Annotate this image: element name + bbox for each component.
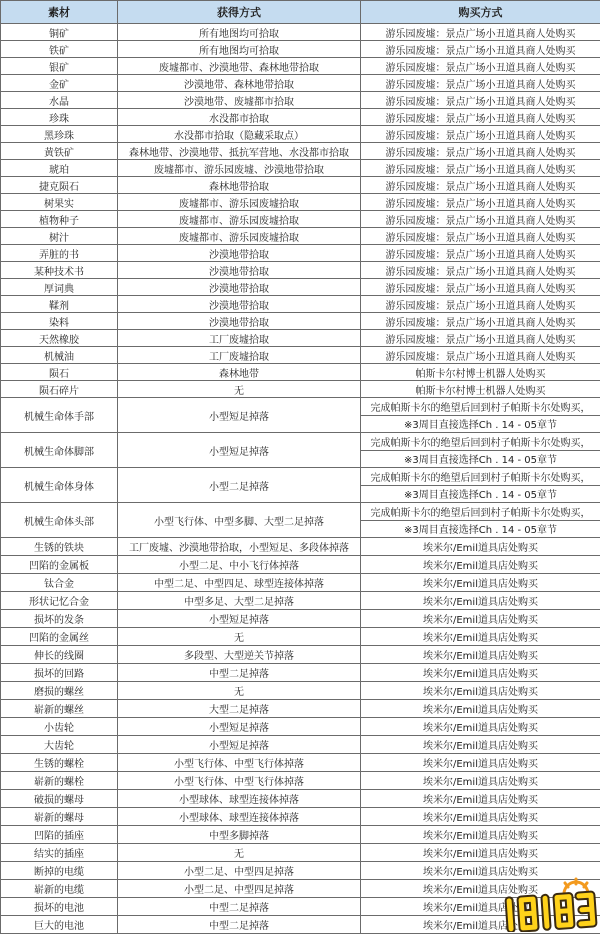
material-cell: 铜矿 [1, 24, 118, 41]
purchase-note-cell: ※3周目直接选择Ch . 14 - 05章节 [361, 415, 600, 433]
obtain-cell: 小型短足掉落 [118, 718, 361, 736]
obtain-cell: 森林地带 [118, 364, 361, 381]
material-cell: 厚词典 [1, 279, 118, 296]
header-obtain-method: 获得方式 [118, 1, 361, 24]
obtain-cell: 废墟都市、游乐园废墟拾取 [118, 228, 361, 245]
obtain-cell: 小型球体、球型连接体掉落 [118, 808, 361, 826]
obtain-cell: 中型二足、中型四足、球型连接体掉落 [118, 574, 361, 592]
purchase-cell: 帕斯卡尔村博士机器人处购买 [361, 381, 600, 398]
purchase-cell: 游乐园废墟：景点广场小丑道具商人处购买 [361, 211, 600, 228]
obtain-cell: 小型飞行体、中型飞行体掉落 [118, 772, 361, 790]
material-cell: 陨石碎片 [1, 381, 118, 398]
purchase-cell: 完成帕斯卡尔的绝望后回到村子帕斯卡尔处购买， [361, 433, 600, 451]
purchase-cell: 埃米尔/Emil道具店处购买 [361, 844, 600, 862]
purchase-cell: 埃米尔/Emil道具店处购买 [361, 592, 600, 610]
material-cell: 大齿轮 [1, 736, 118, 754]
purchase-cell: 埃米尔/Emil道具店处购买 [361, 664, 600, 682]
material-cell: 凹陷的金属板 [1, 556, 118, 574]
obtain-cell: 多段型、大型逆关节掉落 [118, 646, 361, 664]
material-cell: 机械生命体手部 [1, 398, 118, 433]
table-row [1, 844, 600, 862]
obtain-cell: 森林地带、沙漠地带、抵抗军营地、水没都市拾取 [118, 143, 361, 160]
header-material: 素材 [1, 1, 118, 24]
material-cell: 银矿 [1, 58, 118, 75]
obtain-cell: 沙漠地带拾取 [118, 262, 361, 279]
purchase-cell: 埃米尔/Emil道具店处购买 [361, 862, 600, 880]
obtain-cell: 中型多脚掉落 [118, 826, 361, 844]
table-row [1, 24, 600, 41]
obtain-cell: 废墟都市、游乐园废墟拾取 [118, 194, 361, 211]
table-row [1, 92, 600, 109]
purchase-cell: 游乐园废墟：景点广场小丑道具商人处购买 [361, 177, 600, 194]
obtain-cell: 中型二足掉落 [118, 916, 361, 934]
obtain-cell: 沙漠地带拾取 [118, 245, 361, 262]
purchase-cell: 埃米尔/Emil道具店处购买 [361, 916, 600, 934]
obtain-cell: 废墟都市、游乐园废墟拾取 [118, 211, 361, 228]
material-cell: 破损的螺母 [1, 790, 118, 808]
material-cell: 小齿轮 [1, 718, 118, 736]
purchase-cell: 游乐园废墟：景点广场小丑道具商人处购买 [361, 245, 600, 262]
table-row [1, 664, 600, 682]
table-row [1, 330, 600, 347]
obtain-cell: 沙漠地带、废墟都市拾取 [118, 92, 361, 109]
purchase-cell: 帕斯卡尔村博士机器人处购买 [361, 364, 600, 381]
obtain-cell: 无 [118, 844, 361, 862]
table-row [1, 433, 600, 451]
obtain-cell: 小型短足掉落 [118, 610, 361, 628]
obtain-cell: 森林地带拾取 [118, 177, 361, 194]
material-cell: 损坏的电池 [1, 898, 118, 916]
purchase-cell: 游乐园废墟：景点广场小丑道具商人处购买 [361, 194, 600, 211]
obtain-cell: 无 [118, 628, 361, 646]
material-cell: 生锈的铁块 [1, 538, 118, 556]
material-cell: 结实的插座 [1, 844, 118, 862]
obtain-cell: 小型二足掉落 [118, 468, 361, 503]
purchase-cell: 埃米尔/Emil道具店处购买 [361, 574, 600, 592]
obtain-cell: 所有地图均可拾取 [118, 41, 361, 58]
table-row [1, 772, 600, 790]
purchase-cell: 埃米尔/Emil道具店处购买 [361, 736, 600, 754]
table-row [1, 126, 600, 143]
obtain-cell: 小型短足掉落 [118, 433, 361, 468]
table-row [1, 347, 600, 364]
material-cell: 凹陷的金属丝 [1, 628, 118, 646]
table-row [1, 143, 600, 160]
obtain-cell: 所有地图均可拾取 [118, 24, 361, 41]
table-row [1, 503, 600, 521]
purchase-cell: 埃米尔/Emil道具店处购买 [361, 646, 600, 664]
purchase-note-cell: ※3周目直接选择Ch . 14 - 05章节 [361, 485, 600, 503]
obtain-cell: 小型飞行体、中型飞行体掉落 [118, 754, 361, 772]
purchase-cell: 游乐园废墟：景点广场小丑道具商人处购买 [361, 24, 600, 41]
material-cell: 伸长的线圈 [1, 646, 118, 664]
material-cell: 机械生命体脚部 [1, 433, 118, 468]
obtain-cell: 沙漠地带拾取 [118, 313, 361, 330]
purchase-cell: 游乐园废墟：景点广场小丑道具商人处购买 [361, 330, 600, 347]
purchase-cell: 游乐园废墟：景点广场小丑道具商人处购买 [361, 75, 600, 92]
material-cell: 某种技术书 [1, 262, 118, 279]
purchase-cell: 游乐园废墟：景点广场小丑道具商人处购买 [361, 279, 600, 296]
table-row [1, 538, 600, 556]
obtain-cell: 工厂废墟拾取 [118, 330, 361, 347]
table-row [1, 262, 600, 279]
purchase-cell: 埃米尔/Emil道具店处购买 [361, 538, 600, 556]
table-row [1, 398, 600, 416]
material-cell: 崭新的螺栓 [1, 772, 118, 790]
purchase-cell: 埃米尔/Emil道具店处购买 [361, 700, 600, 718]
material-cell: 损坏的回路 [1, 664, 118, 682]
purchase-cell: 完成帕斯卡尔的绝望后回到村子帕斯卡尔处购买， [361, 468, 600, 486]
table-row [1, 211, 600, 228]
material-cell: 黑珍珠 [1, 126, 118, 143]
table-row [1, 808, 600, 826]
table-row [1, 646, 600, 664]
purchase-cell: 游乐园废墟：景点广场小丑道具商人处购买 [361, 296, 600, 313]
purchase-note-cell: ※3周目直接选择Ch . 14 - 05章节 [361, 450, 600, 468]
material-cell: 弄脏的书 [1, 245, 118, 262]
purchase-cell: 埃米尔/Emil道具店处购买 [361, 880, 600, 898]
table-row [1, 916, 600, 934]
obtain-cell: 废墟都市、沙漠地带、森林地带拾取 [118, 58, 361, 75]
obtain-cell: 废墟都市、游乐园废墟、沙漠地带拾取 [118, 160, 361, 177]
obtain-cell: 水没都市拾取 [118, 109, 361, 126]
table-row [1, 160, 600, 177]
purchase-cell: 埃米尔/Emil道具店处购买 [361, 808, 600, 826]
material-cell: 水晶 [1, 92, 118, 109]
purchase-cell: 埃米尔/Emil道具店处购买 [361, 790, 600, 808]
table-row [1, 313, 600, 330]
table-row [1, 628, 600, 646]
table-row [1, 296, 600, 313]
table-row [1, 75, 600, 92]
purchase-cell: 游乐园废墟：景点广场小丑道具商人处购买 [361, 41, 600, 58]
material-cell: 损坏的发条 [1, 610, 118, 628]
table-row [1, 177, 600, 194]
purchase-cell: 游乐园废墟：景点广场小丑道具商人处购买 [361, 347, 600, 364]
material-cell: 形状记忆合金 [1, 592, 118, 610]
purchase-cell: 埃米尔/Emil道具店处购买 [361, 826, 600, 844]
purchase-cell: 完成帕斯卡尔的绝望后回到村子帕斯卡尔处购买， [361, 398, 600, 416]
obtain-cell: 无 [118, 682, 361, 700]
purchase-cell: 游乐园废墟：景点广场小丑道具商人处购买 [361, 126, 600, 143]
obtain-cell: 无 [118, 381, 361, 398]
purchase-cell: 游乐园废墟：景点广场小丑道具商人处购买 [361, 92, 600, 109]
table-row [1, 574, 600, 592]
material-cell: 断掉的电缆 [1, 862, 118, 880]
obtain-cell: 沙漠地带拾取 [118, 279, 361, 296]
obtain-cell: 中型二足掉落 [118, 664, 361, 682]
purchase-cell: 游乐园废墟：景点广场小丑道具商人处购买 [361, 109, 600, 126]
purchase-cell: 游乐园废墟：景点广场小丑道具商人处购买 [361, 313, 600, 330]
material-cell: 崭新的螺丝 [1, 700, 118, 718]
obtain-cell: 小型二足、中小飞行体掉落 [118, 556, 361, 574]
obtain-cell: 中型二足掉落 [118, 898, 361, 916]
material-cell: 崭新的电缆 [1, 880, 118, 898]
purchase-note-cell: ※3周目直接选择Ch . 14 - 05章节 [361, 520, 600, 538]
material-cell: 金矿 [1, 75, 118, 92]
table-row [1, 610, 600, 628]
material-cell: 机械生命体身体 [1, 468, 118, 503]
table-row [1, 592, 600, 610]
obtain-cell: 小型飞行体、中型多脚、大型二足掉落 [118, 503, 361, 538]
table-row [1, 862, 600, 880]
table-row [1, 556, 600, 574]
material-cell: 机械油 [1, 347, 118, 364]
material-cell: 珍珠 [1, 109, 118, 126]
purchase-cell: 埃米尔/Emil道具店处购买 [361, 556, 600, 574]
table-row [1, 381, 600, 398]
table-row [1, 718, 600, 736]
material-cell: 生锈的螺栓 [1, 754, 118, 772]
obtain-cell: 沙漠地带拾取 [118, 296, 361, 313]
header-row [1, 1, 600, 24]
obtain-cell: 小型短足掉落 [118, 736, 361, 754]
material-cell: 天然橡胶 [1, 330, 118, 347]
obtain-cell: 大型二足掉落 [118, 700, 361, 718]
purchase-cell: 游乐园废墟：景点广场小丑道具商人处购买 [361, 262, 600, 279]
table-row [1, 880, 600, 898]
material-cell: 树果实 [1, 194, 118, 211]
purchase-cell: 埃米尔/Emil道具店处购买 [361, 682, 600, 700]
obtain-cell: 工厂废墟、沙漠地带拾取，小型短足、多段体掉落 [118, 538, 361, 556]
material-cell: 植物种子 [1, 211, 118, 228]
purchase-cell: 游乐园废墟：景点广场小丑道具商人处购买 [361, 143, 600, 160]
table-row [1, 245, 600, 262]
material-cell: 机械生命体头部 [1, 503, 118, 538]
purchase-cell: 埃米尔/Emil道具店处购买 [361, 772, 600, 790]
table-row [1, 826, 600, 844]
obtain-cell: 沙漠地带、森林地带拾取 [118, 75, 361, 92]
purchase-cell: 埃米尔/Emil道具店处购买 [361, 898, 600, 916]
obtain-cell: 小型短足掉落 [118, 398, 361, 433]
material-cell: 鞣剂 [1, 296, 118, 313]
table-row [1, 228, 600, 245]
table-row [1, 898, 600, 916]
table-row [1, 364, 600, 381]
purchase-cell: 游乐园废墟：景点广场小丑道具商人处购买 [361, 160, 600, 177]
material-cell: 巨大的电池 [1, 916, 118, 934]
material-cell: 捷克陨石 [1, 177, 118, 194]
material-cell: 琥珀 [1, 160, 118, 177]
purchase-cell: 埃米尔/Emil道具店处购买 [361, 628, 600, 646]
table-row [1, 58, 600, 75]
material-cell: 树汁 [1, 228, 118, 245]
obtain-cell: 水没都市拾取（隐藏采取点） [118, 126, 361, 143]
purchase-cell: 埃米尔/Emil道具店处购买 [361, 718, 600, 736]
table-row [1, 194, 600, 211]
material-cell: 钛合金 [1, 574, 118, 592]
purchase-cell: 埃米尔/Emil道具店处购买 [361, 610, 600, 628]
obtain-cell: 中型多足、大型二足掉落 [118, 592, 361, 610]
material-cell: 染料 [1, 313, 118, 330]
material-cell: 崭新的螺母 [1, 808, 118, 826]
table-row [1, 736, 600, 754]
obtain-cell: 小型二足、中型四足掉落 [118, 880, 361, 898]
purchase-cell: 游乐园废墟：景点广场小丑道具商人处购买 [361, 228, 600, 245]
table-row [1, 682, 600, 700]
table-row [1, 41, 600, 58]
table-row [1, 279, 600, 296]
purchase-cell: 埃米尔/Emil道具店处购买 [361, 754, 600, 772]
table-row [1, 790, 600, 808]
table-row [1, 700, 600, 718]
obtain-cell: 小型二足、中型四足掉落 [118, 862, 361, 880]
purchase-cell: 完成帕斯卡尔的绝望后回到村子帕斯卡尔处购买， [361, 503, 600, 521]
purchase-cell: 游乐园废墟：景点广场小丑道具商人处购买 [361, 58, 600, 75]
material-cell: 凹陷的插座 [1, 826, 118, 844]
obtain-cell: 小型球体、球型连接体掉落 [118, 790, 361, 808]
table-row [1, 468, 600, 486]
material-cell: 磨损的螺丝 [1, 682, 118, 700]
obtain-cell: 工厂废墟拾取 [118, 347, 361, 364]
table-row [1, 109, 600, 126]
material-cell: 铁矿 [1, 41, 118, 58]
header-purchase-method: 购买方式 [361, 1, 600, 24]
table-row [1, 754, 600, 772]
material-cell: 陨石 [1, 364, 118, 381]
material-cell: 黄铁矿 [1, 143, 118, 160]
